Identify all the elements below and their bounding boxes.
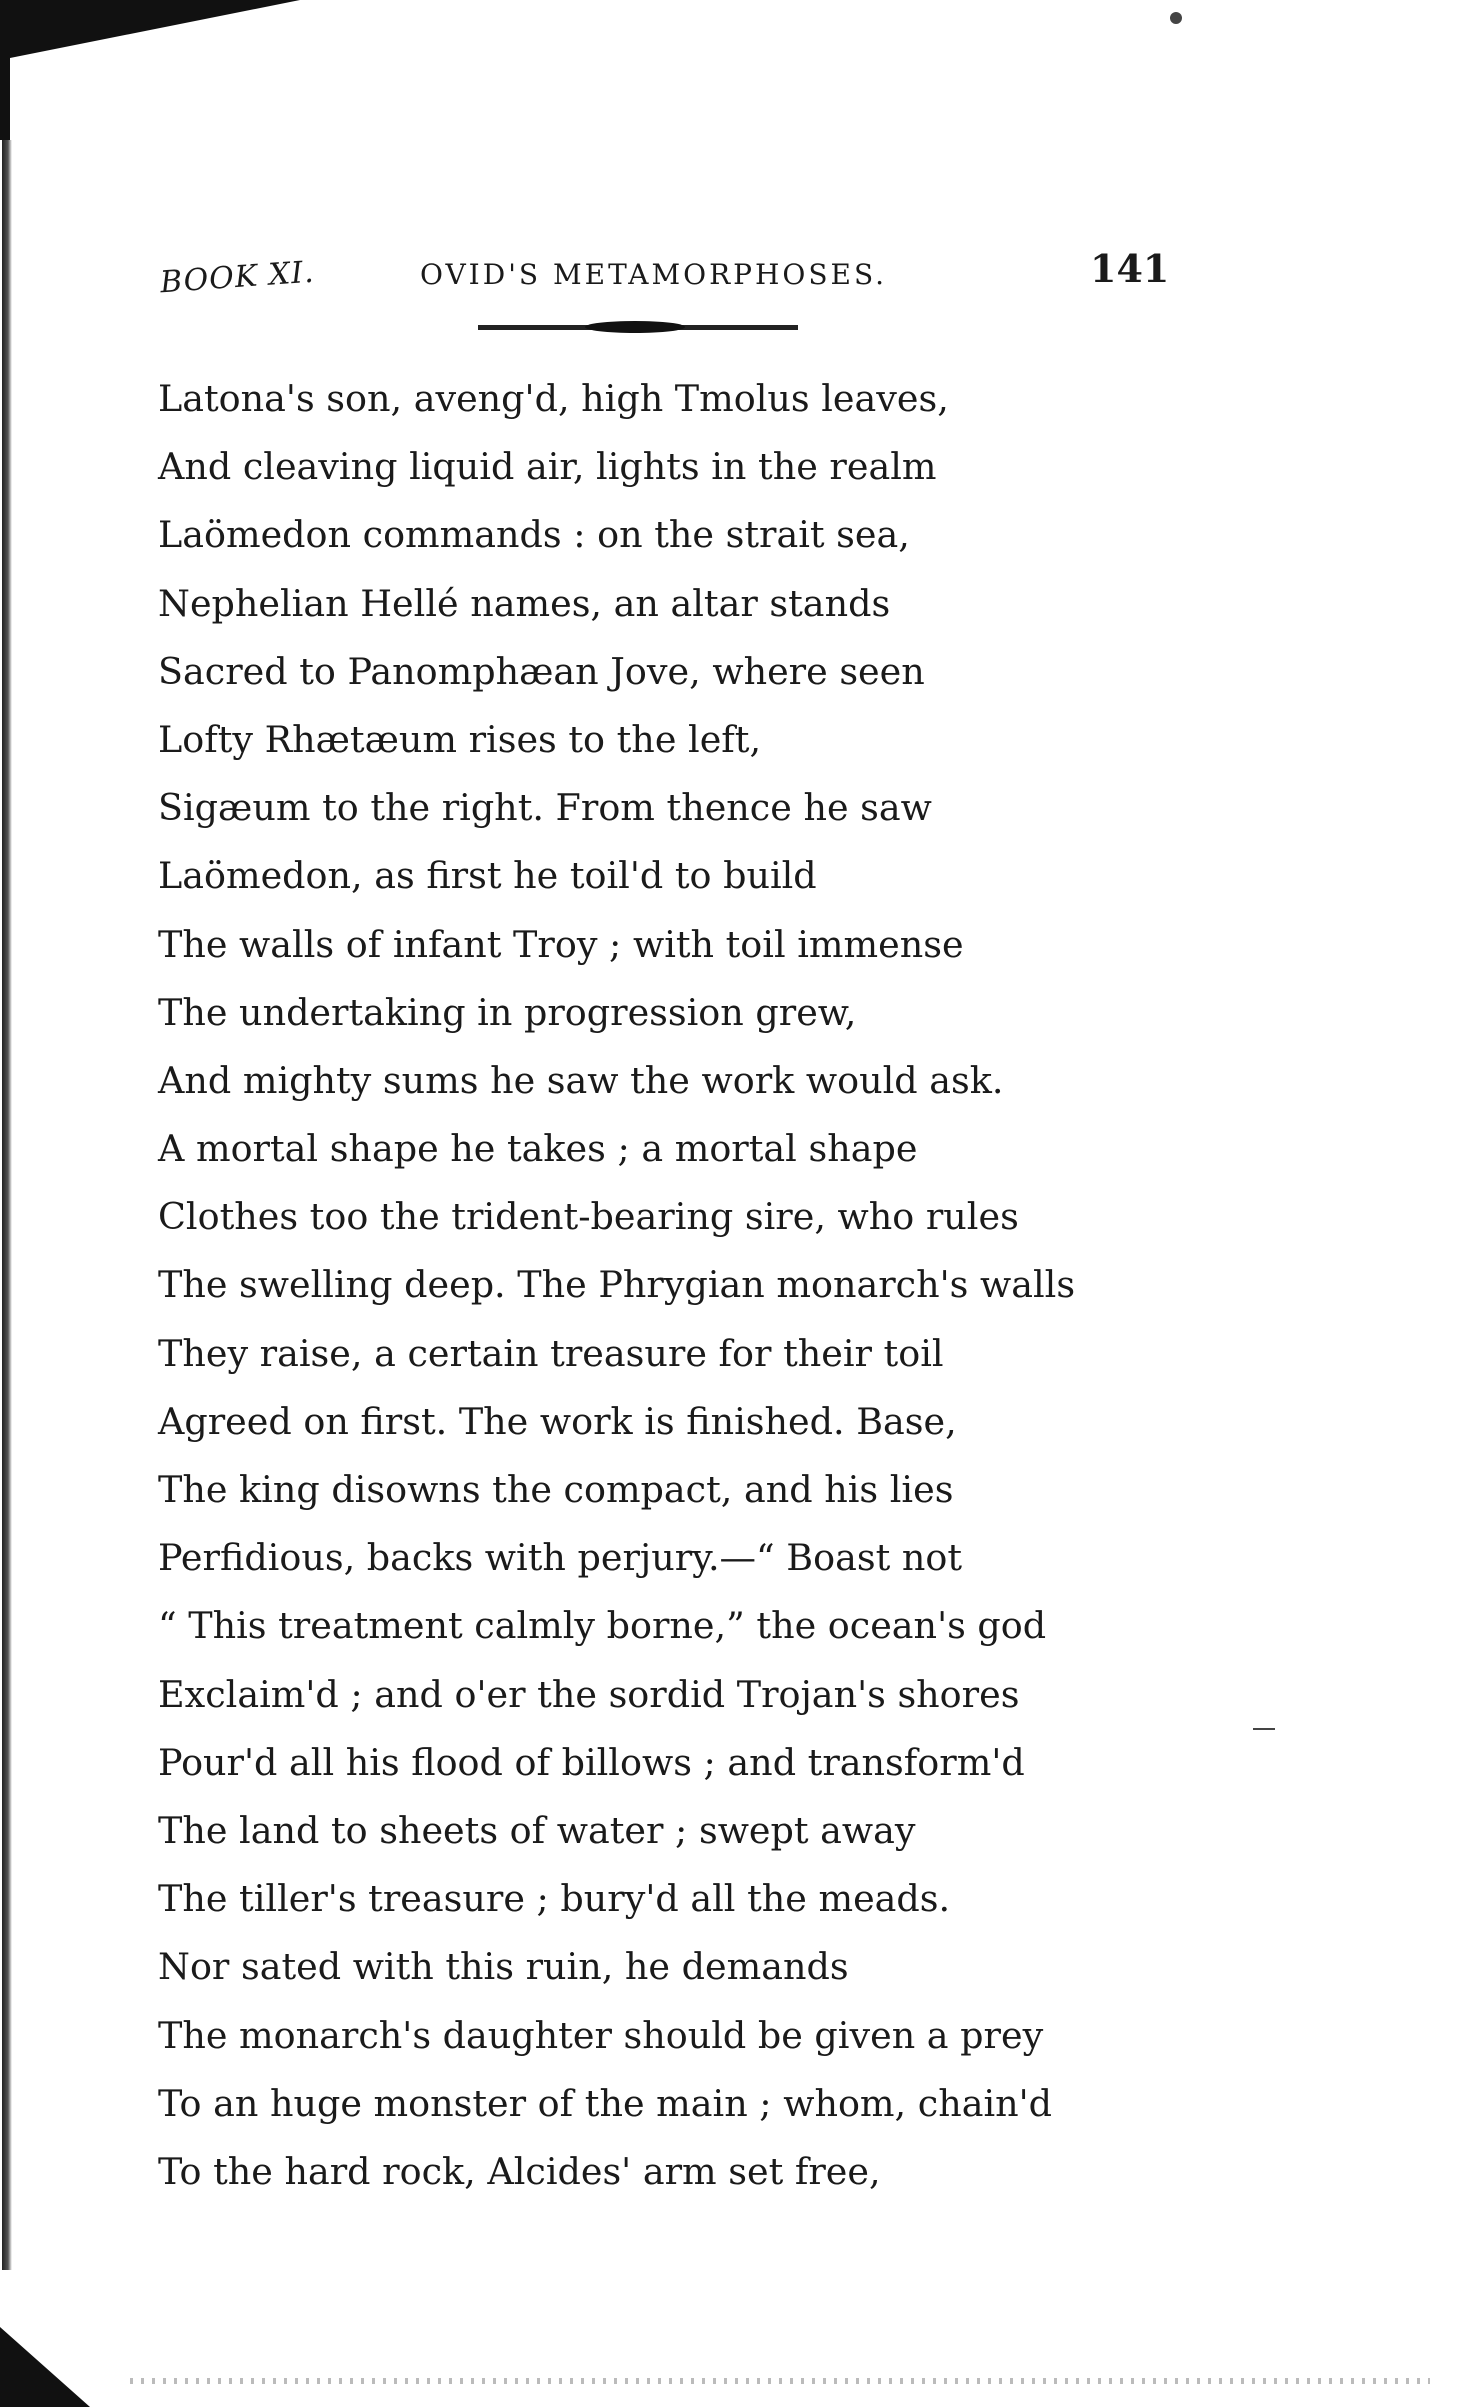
poem-line: They raise, a certain treasure for their toil [158,1331,944,1375]
poem-line: Clothes too the trident-bearing sire, who rules [158,1195,1019,1239]
page-spine-shadow [2,140,12,2270]
page-number: 141 [1090,246,1170,291]
scan-edge-top [0,0,300,60]
poem-line: To an huge monster of the main ; whom, chain'd [158,2081,1053,2125]
scan-speck [1170,12,1182,24]
poem-line: Perfidious, backs with perjury.—“ Boast not [158,1536,963,1580]
poem-line: Lofty Rhætæum rises to the left, [158,717,762,761]
poem-line: Sigæum to the right. From thence he saw [158,786,932,830]
header-rule-ornament [585,321,685,333]
scan-speck [1253,1728,1275,1730]
scan-edge-bottom [0,2327,90,2407]
running-title: OVID'S METAMORPHOSES. [420,258,888,291]
poem-line: Nephelian Hellé names, an altar stands [158,581,891,625]
poem-line: The swelling deep. The Phrygian monarch's walls [158,1263,1076,1307]
poem-line: “ This treatment calmly borne,” the ocean's god [158,1604,1047,1648]
poem-line: The walls of infant Troy ; with toil immense [158,922,964,966]
poem-line: The king disowns the compact, and his lies [158,1468,954,1511]
poem-line: The monarch's daughter should be given a prey [158,2013,1044,2057]
poem-text [158,365,1158,2206]
scan-noise-footer [130,2378,1430,2384]
poem-line: And mighty sums he saw the work would ask. [158,1058,1004,1102]
poem-line: And cleaving liquid air, lights in the realm [158,445,937,489]
poem-line: Sacred to Panomphæan Jove, where seen [158,649,925,693]
poem-line: The tiller's treasure ; bury'd all the meads. [158,1877,951,1921]
poem-line: The land to sheets of water ; swept away [158,1808,916,1852]
poem-line: Nor sated with this ruin, he demands [158,1945,849,1989]
page-header [158,240,1170,301]
poem-line: Agreed on first. The work is finished. Base, [158,1399,957,1443]
scan-edge-left-top [0,0,10,140]
poem-line: A mortal shape he takes ; a mortal shape [158,1127,918,1171]
poem-line: To the hard rock, Alcides' arm set free, [158,2149,881,2193]
poem-line: The undertaking in progression grew, [158,990,857,1034]
poem-line: Latona's son, aveng'd, high Tmolus leaves, [158,377,949,420]
book-label: BOOK XI. [158,254,316,301]
poem-line: Laömedon, as first he toil'd to build [158,854,817,898]
poem-line: Pour'd all his flood of billows ; and transform'd [158,1740,1025,1784]
poem-line: Exclaim'd ; and o'er the sordid Trojan's shores [158,1672,1020,1716]
poem-line: Laömedon commands : on the strait sea, [158,513,910,557]
